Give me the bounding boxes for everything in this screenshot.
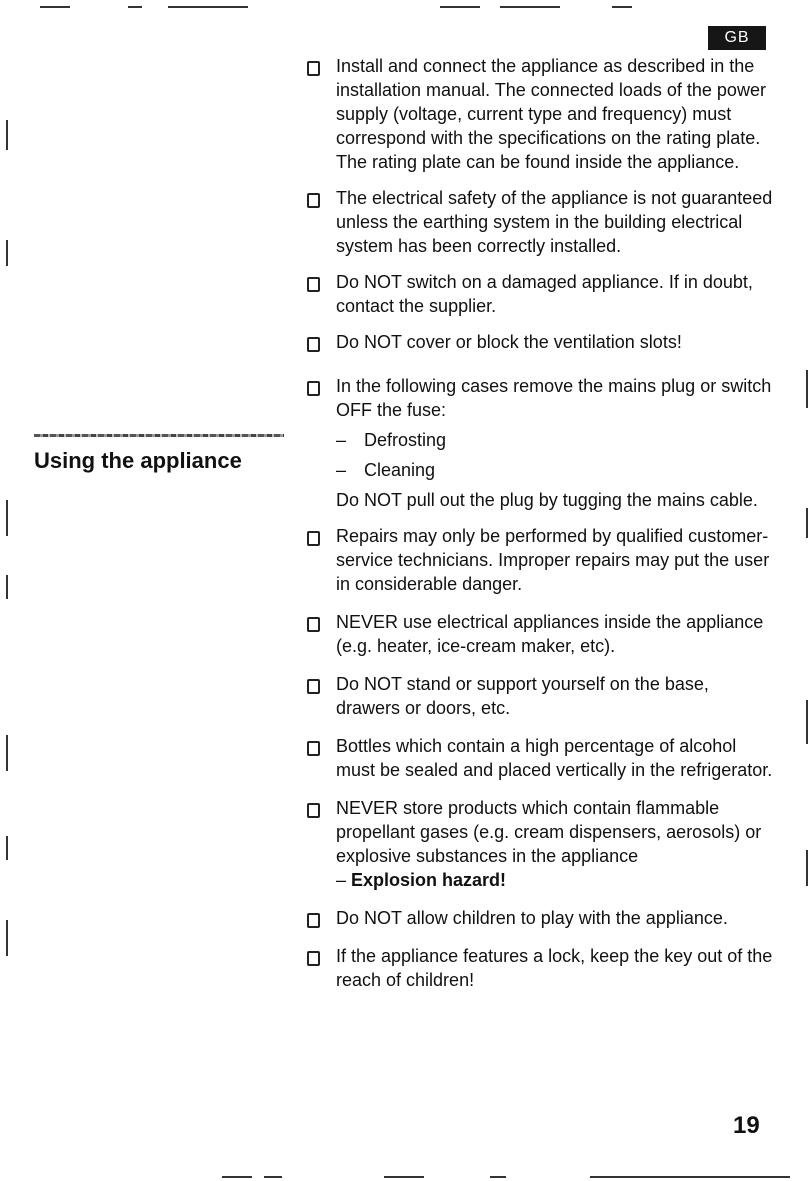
list-item-text: Do NOT stand or support yourself on the base, drawers or doors, etc. xyxy=(336,674,709,718)
list-item xyxy=(306,734,776,782)
list-item-text: Install and connect the appliance as described in the installation manual. The connected loads of the power supply (voltage, current type and frequency) must correspond with the specifications on the rating plate. The rating plate can be found inside the appliance. xyxy=(336,56,766,172)
list-item xyxy=(306,944,776,992)
dash-marker: – xyxy=(336,460,347,480)
scan-edge-mark xyxy=(590,1176,790,1178)
scan-edge-mark xyxy=(6,920,8,956)
scan-edge-mark xyxy=(6,735,8,771)
list-item xyxy=(306,330,776,354)
checkbox-bullet-icon xyxy=(307,803,320,818)
scan-edge-mark xyxy=(6,500,8,536)
list-item-text: Do NOT cover or block the ventilation slots! xyxy=(336,332,682,352)
scan-edge-mark xyxy=(384,1176,424,1178)
scan-edge-mark xyxy=(6,836,8,860)
scan-edge-mark xyxy=(806,700,808,744)
list-item xyxy=(306,524,776,596)
checkbox-bullet-icon xyxy=(307,277,320,292)
checkbox-bullet-icon xyxy=(307,337,320,352)
section-title: Using the appliance xyxy=(34,448,242,473)
list-item xyxy=(306,54,776,174)
checkbox-bullet-icon xyxy=(307,679,320,694)
list-item xyxy=(306,672,776,720)
list-item-text: Do NOT allow children to play with the appliance. xyxy=(336,908,728,928)
list-item-text: NEVER use electrical appliances inside the appliance (e.g. heater, ice-cream maker, etc). xyxy=(336,612,764,656)
scan-edge-mark xyxy=(40,6,70,8)
scan-edge-mark xyxy=(806,508,808,538)
list-item-text: The electrical safety of the appliance is not guaranteed unless the earthing system in the building electrical system has been correctly installed. xyxy=(336,188,773,256)
dash-marker: – xyxy=(336,430,347,450)
explosion-hazard-warning: Explosion hazard! xyxy=(351,870,507,890)
list-item xyxy=(306,270,776,318)
list-item xyxy=(306,906,776,930)
scan-edge-mark xyxy=(6,120,8,150)
scan-edge-mark xyxy=(222,1176,252,1178)
sub-list-item-text: Defrosting xyxy=(364,430,447,450)
checkbox-bullet-icon xyxy=(307,741,320,756)
language-badge: GB xyxy=(708,26,766,50)
scan-edge-mark xyxy=(612,6,632,8)
scan-edge-mark xyxy=(500,6,560,8)
checkbox-bullet-icon xyxy=(307,381,320,396)
scan-edge-mark xyxy=(168,6,248,8)
list-item-text: Repairs may only be performed by qualified customer-service technicians. Improper repairs may put the user in considerable danger. xyxy=(336,526,770,594)
checkbox-bullet-icon xyxy=(307,617,320,632)
scan-edge-mark xyxy=(6,575,8,599)
list-item xyxy=(306,796,776,892)
list-item-text: In the following cases remove the mains plug or switch OFF the fuse: xyxy=(336,376,772,420)
scan-edge-mark xyxy=(440,6,480,8)
list-item-text: Do NOT switch on a damaged appliance. If in doubt, contact the supplier. xyxy=(336,272,753,316)
scan-edge-mark xyxy=(490,1176,506,1178)
checkbox-bullet-icon xyxy=(307,913,320,928)
list-item-text: If the appliance features a lock, keep the key out of the reach of children! xyxy=(336,946,773,990)
scan-edge-mark xyxy=(128,6,142,8)
list-item-text: NEVER store products which contain flammable propellant gases (e.g. cream dispensers, aerosols) or explosive substances in the appliance xyxy=(336,798,762,866)
checkbox-bullet-icon xyxy=(307,193,320,208)
list-item xyxy=(306,610,776,658)
section-heading-rule xyxy=(34,434,284,437)
list-item xyxy=(306,186,776,258)
scan-edge-mark xyxy=(806,850,808,886)
scan-edge-mark xyxy=(806,370,808,408)
list-item-note: Do NOT pull out the plug by tugging the mains cable. xyxy=(336,490,758,510)
scan-edge-mark xyxy=(6,240,8,266)
page-number: 19 xyxy=(733,1112,760,1139)
checkbox-bullet-icon xyxy=(307,61,320,76)
list-item-text: Bottles which contain a high percentage of alcohol must be sealed and placed vertically in the refrigerator. xyxy=(336,736,773,780)
sub-list-item xyxy=(336,458,776,482)
safety-instructions-list xyxy=(306,54,776,992)
warning-dash: – xyxy=(336,870,352,890)
scan-edge-mark xyxy=(264,1176,282,1178)
list-item xyxy=(306,374,776,512)
warning-line xyxy=(336,868,776,892)
checkbox-bullet-icon xyxy=(307,951,320,966)
checkbox-bullet-icon xyxy=(307,531,320,546)
sub-list-item xyxy=(336,428,776,452)
sub-list-item-text: Cleaning xyxy=(364,460,436,480)
